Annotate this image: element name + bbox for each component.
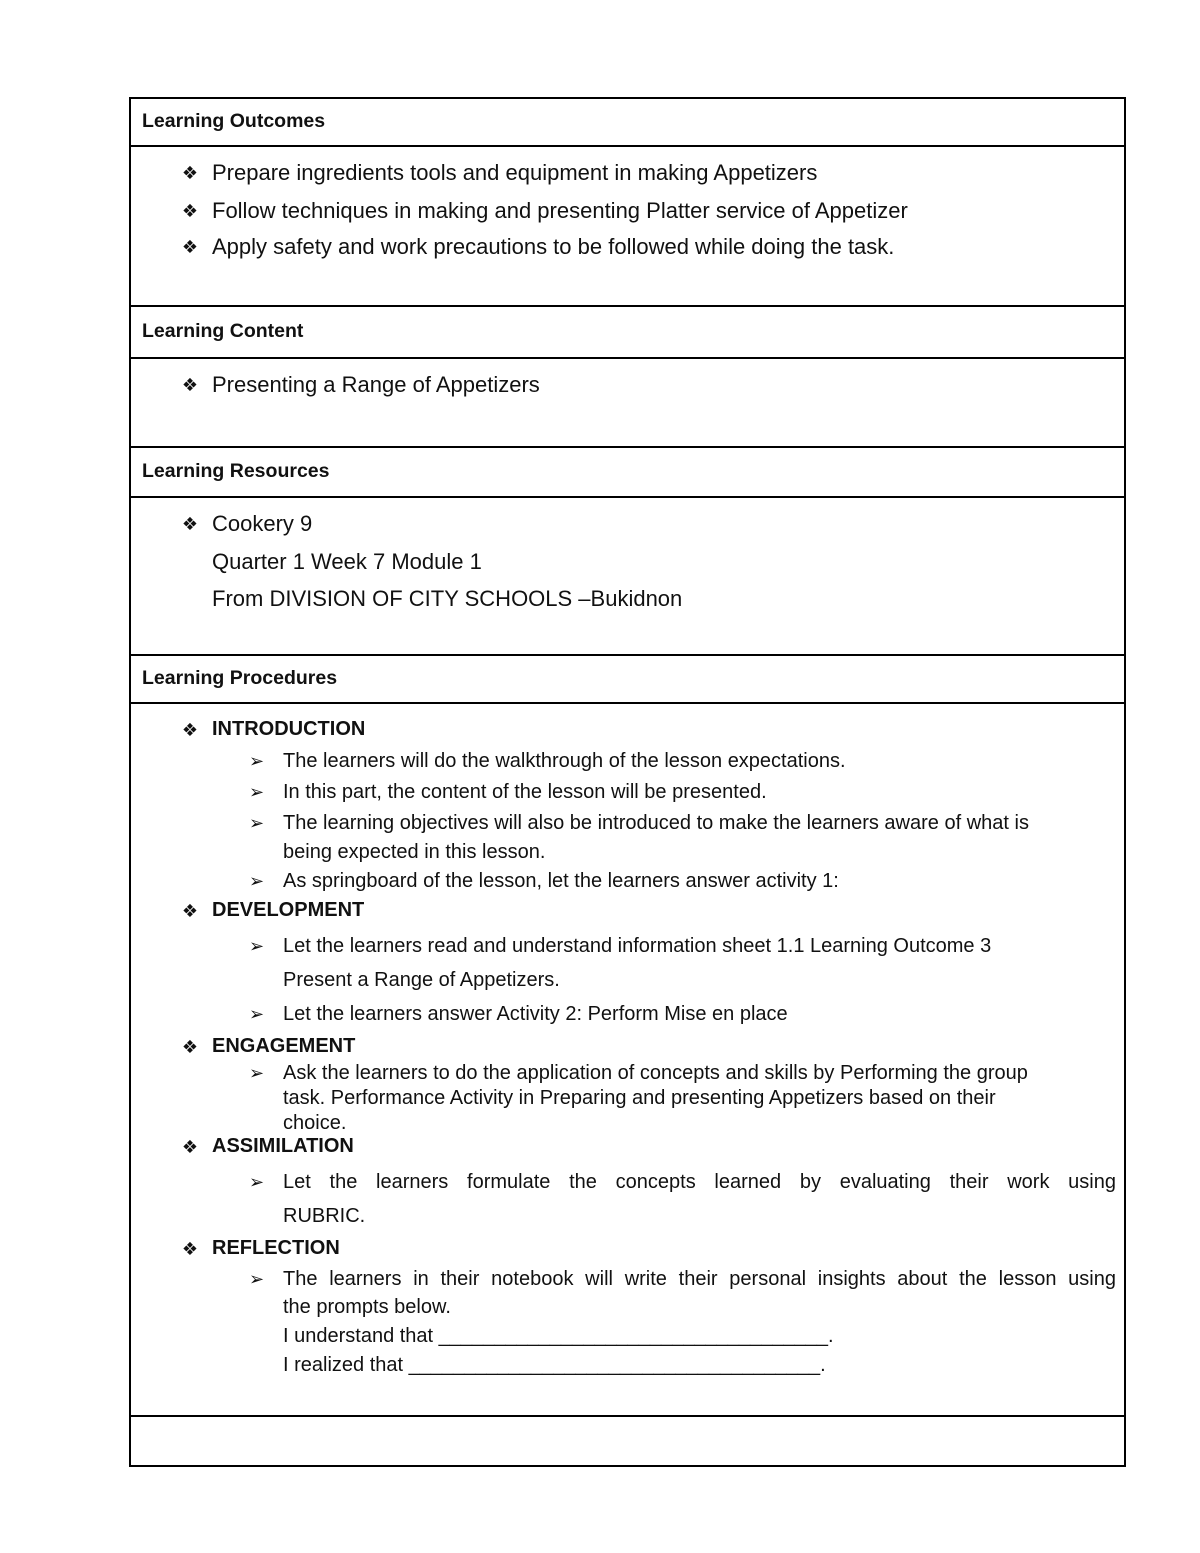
intro-item: In this part, the content of the lesson will be presented.: [283, 781, 767, 803]
arrow-icon: ➢: [249, 751, 265, 771]
arrow-icon: ➢: [249, 1269, 265, 1289]
procedures-header: [131, 654, 1124, 702]
reflection-item: [283, 1269, 1116, 1289]
assimilation-text: Let the learners formulate the concepts learned by evaluating their work using: [283, 1171, 1116, 1193]
lesson-plan-table: [129, 97, 1126, 1467]
outcome-item: Prepare ingredients tools and equipment in making Appetizers: [212, 160, 818, 185]
outcome-item: Follow techniques in making and presenting Platter service of Appetizer: [212, 198, 908, 223]
outcomes-body: [131, 145, 1124, 305]
outcomes-header: [131, 99, 1124, 145]
bullet-icon: ❖: [181, 201, 199, 221]
engagement-item: Ask the learners to do the application of concepts and skills by Performing the group: [283, 1062, 1028, 1084]
bullet-icon: ❖: [181, 1239, 199, 1259]
section-introduction: INTRODUCTION: [212, 718, 366, 740]
section-development: DEVELOPMENT: [212, 899, 365, 921]
arrow-icon: ➢: [249, 782, 265, 802]
resource-item: Cookery 9: [212, 511, 313, 536]
procedures-heading: Learning Procedures: [142, 667, 338, 690]
engagement-item-continued: choice.: [283, 1112, 347, 1134]
section-reflection: REFLECTION: [212, 1237, 340, 1259]
bullet-icon: ❖: [181, 514, 199, 534]
development-item: Let the learners read and understand information sheet 1.1 Learning Outcome 3: [283, 935, 992, 957]
engagement-item-continued: task. Performance Activity in Preparing and presenting Appetizers based on their: [283, 1087, 996, 1109]
reflection-prompt: I realized that _____________________________________.: [283, 1354, 826, 1376]
bullet-icon: ❖: [181, 163, 199, 183]
outcomes-heading: Learning Outcomes: [142, 110, 326, 133]
outcome-item: Apply safety and work precautions to be followed while doing the task.: [212, 234, 895, 259]
development-item: Let the learners answer Activity 2: Perform Mise en place: [283, 1003, 788, 1025]
procedures-body: [131, 702, 1124, 1415]
arrow-icon: ➢: [249, 813, 265, 833]
resources-body: [131, 496, 1124, 654]
reflection-prompt: I understand that ___________________________________.: [283, 1325, 834, 1347]
reflection-text: The learners in their notebook will write their personal insights about the lesson using: [283, 1268, 1116, 1290]
intro-item: The learning objectives will also be introduced to make the learners aware of what is: [283, 812, 1029, 834]
bullet-icon: ❖: [181, 1137, 199, 1157]
resource-line: Quarter 1 Week 7 Module 1: [212, 549, 482, 574]
arrow-icon: ➢: [249, 936, 265, 956]
assimilation-item-continued: RUBRIC.: [283, 1205, 366, 1227]
arrow-icon: ➢: [249, 871, 265, 891]
bullet-icon: ❖: [181, 720, 199, 740]
development-item-continued: Present a Range of Appetizers.: [283, 969, 560, 991]
intro-item-continued: being expected in this lesson.: [283, 841, 546, 863]
bullet-icon: ❖: [181, 1037, 199, 1057]
arrow-icon: ➢: [249, 1063, 265, 1083]
intro-item: As springboard of the lesson, let the learners answer activity 1:: [283, 870, 839, 892]
resources-header: [131, 446, 1124, 496]
bullet-icon: ❖: [181, 375, 199, 395]
section-assimilation: ASSIMILATION: [212, 1135, 354, 1157]
empty-row: [131, 1415, 1124, 1465]
arrow-icon: ➢: [249, 1172, 265, 1192]
assimilation-item: [283, 1172, 1116, 1192]
reflection-item-continued: the prompts below.: [283, 1296, 451, 1318]
section-engagement: ENGAGEMENT: [212, 1035, 356, 1057]
content-body: [131, 357, 1124, 446]
content-heading: Learning Content: [142, 320, 304, 343]
intro-item: The learners will do the walkthrough of the lesson expectations.: [283, 750, 846, 772]
content-header: [131, 305, 1124, 357]
bullet-icon: ❖: [181, 237, 199, 257]
resource-line: From DIVISION OF CITY SCHOOLS –Bukidnon: [212, 586, 683, 611]
resources-heading: Learning Resources: [142, 460, 330, 483]
content-item: Presenting a Range of Appetizers: [212, 372, 540, 397]
arrow-icon: ➢: [249, 1004, 265, 1024]
bullet-icon: ❖: [181, 901, 199, 921]
